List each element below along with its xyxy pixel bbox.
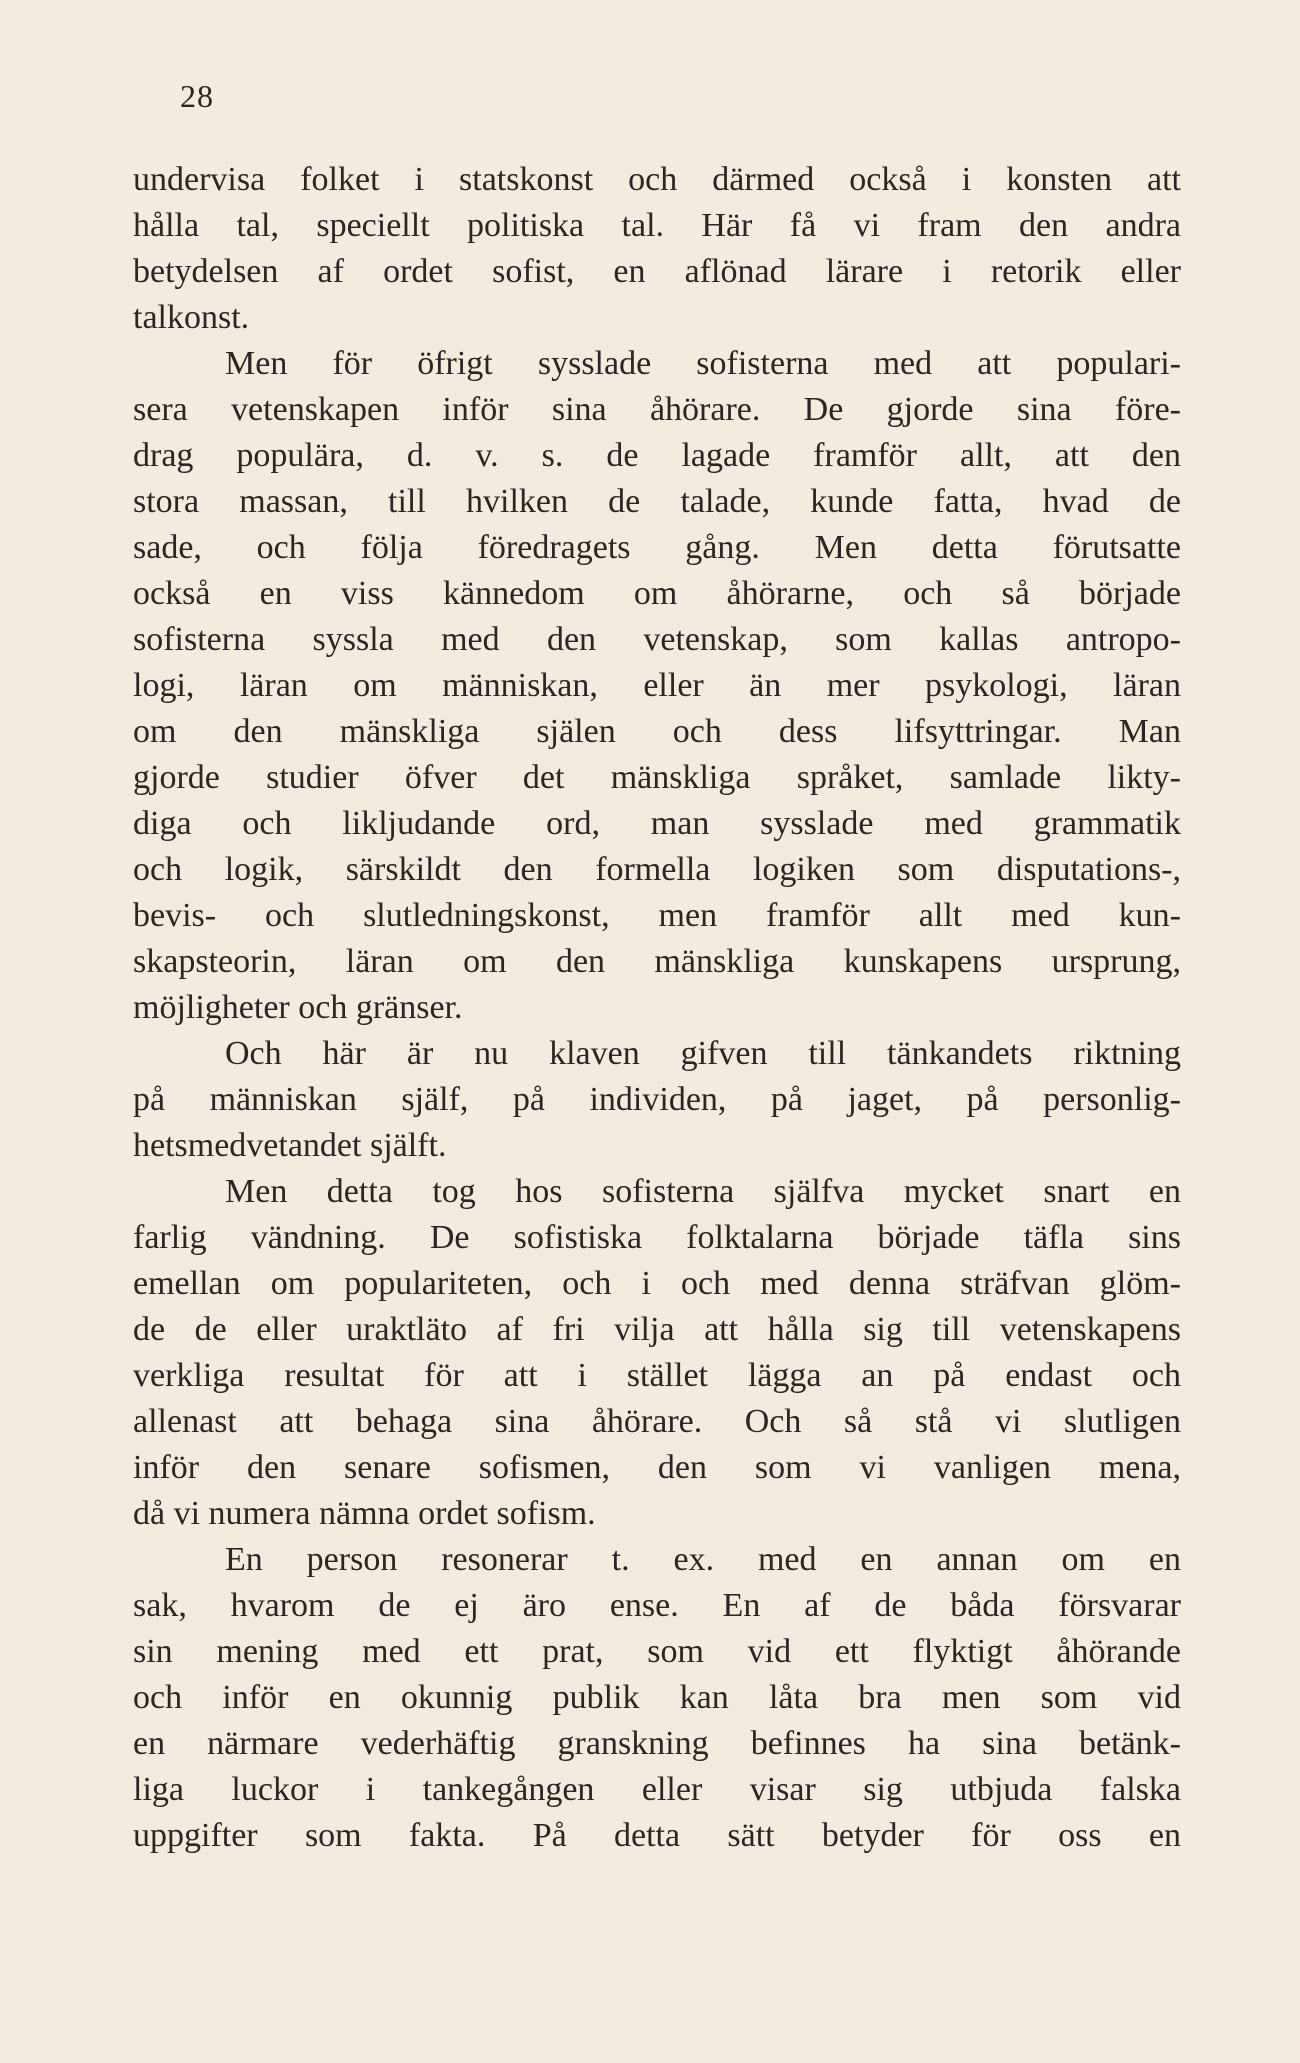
- text-line: sin mening med ett prat, som vid ett flyktigt åhörande: [133, 1633, 1181, 1670]
- text-line: en närmare vederhäftig granskning befinnes ha sina betänk-: [133, 1725, 1181, 1762]
- text-line: om den mänskliga själen och dess lifsyttringar. Man: [133, 713, 1181, 750]
- text-line: och logik, särskildt den formella logiken som disputations-,: [133, 851, 1181, 888]
- text-line: En person resonerar t. ex. med en annan om en: [225, 1541, 1181, 1578]
- text-line: de de eller uraktläto af fri vilja att hålla sig till vetenskapens: [133, 1311, 1181, 1348]
- text-line: stora massan, till hvilken de talade, kunde fatta, hvad de: [133, 483, 1181, 520]
- text-line: diga och likljudande ord, man sysslade med grammatik: [133, 805, 1181, 842]
- text-line: farlig vändning. De sofistiska folktalarna började täfla sins: [133, 1219, 1181, 1256]
- text-line: betydelsen af ordet sofist, en aflönad lärare i retorik eller: [133, 253, 1181, 290]
- text-line: uppgifter som fakta. På detta sätt betyder för oss en: [133, 1817, 1181, 1854]
- text-line: logi, läran om människan, eller än mer psykologi, läran: [133, 667, 1181, 704]
- text-line: Och här är nu klaven gifven till tänkandets riktning: [225, 1035, 1181, 1072]
- text-line: drag populära, d. v. s. de lagade framför allt, att den: [133, 437, 1181, 474]
- text-line: sak, hvarom de ej äro ense. En af de båda försvarar: [133, 1587, 1181, 1624]
- text-line: och inför en okunnig publik kan låta bra men som vid: [133, 1679, 1181, 1716]
- text-line: sofisterna syssla med den vetenskap, som kallas antropo-: [133, 621, 1181, 658]
- text-line: talkonst.: [133, 299, 250, 336]
- text-line: hålla tal, speciellt politiska tal. Här få vi fram den andra: [133, 207, 1181, 244]
- text-line: liga luckor i tankegången eller visar sig utbjuda falska: [133, 1771, 1181, 1808]
- text-line: verkliga resultat för att i stället lägga an på endast och: [133, 1357, 1181, 1394]
- text-line: allenast att behaga sina åhörare. Och så stå vi slutligen: [133, 1403, 1181, 1440]
- text-line: möjligheter och gränser.: [133, 989, 463, 1026]
- text-line: då vi numera nämna ordet sofism.: [133, 1495, 596, 1532]
- text-line: hetsmedvetandet själft.: [133, 1127, 447, 1164]
- text-line: sera vetenskapen inför sina åhörare. De gjorde sina före-: [133, 391, 1181, 428]
- text-line: Men detta tog hos sofisterna själfva mycket snart en: [225, 1173, 1181, 1210]
- text-line: gjorde studier öfver det mänskliga språket, samlade likty-: [133, 759, 1181, 796]
- text-line: Men för öfrigt sysslade sofisterna med att populari-: [225, 345, 1181, 382]
- text-line: emellan om populariteten, och i och med denna sträfvan glöm-: [133, 1265, 1181, 1302]
- text-line: på människan själf, på individen, på jaget, på personlig-: [133, 1081, 1181, 1118]
- text-line: sade, och följa föredragets gång. Men detta förutsatte: [133, 529, 1181, 566]
- text-line: bevis- och slutledningskonst, men framför allt med kun-: [133, 897, 1181, 934]
- text-line: undervisa folket i statskonst och därmed också i konsten att: [133, 161, 1181, 198]
- body-text: [133, 157, 1181, 1859]
- text-line: skapsteorin, läran om den mänskliga kunskapens ursprung,: [133, 943, 1181, 980]
- text-line: inför den senare sofismen, den som vi vanligen mena,: [133, 1449, 1181, 1486]
- page-number: 28: [180, 78, 214, 114]
- text-line: också en viss kännedom om åhörarne, och så började: [133, 575, 1181, 612]
